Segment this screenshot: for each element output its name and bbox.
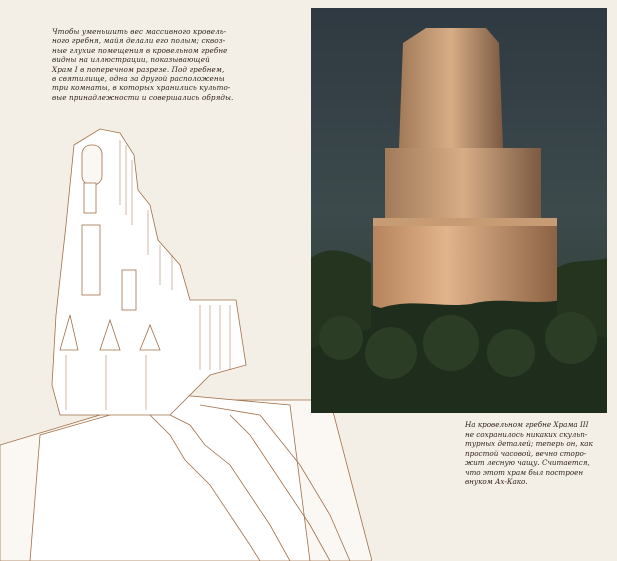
caption-line: ные глухие помещения в кровельном гребне: [52, 45, 228, 55]
caption-line: На кровельном гребне Храма III: [465, 420, 589, 429]
temple-photo: [311, 8, 607, 413]
caption-line: жит лесную чащу. Считается,: [465, 458, 590, 467]
caption-line: не сохранилось никаких скульп-: [465, 429, 588, 439]
caption-line: турных деталей; теперь он, как: [465, 439, 593, 448]
cross-section-caption: [52, 27, 238, 102]
caption-line: ного гребня, майя делали его полым; сквоз-: [52, 36, 226, 46]
caption-line: видны на иллюстрации, показывающей: [52, 55, 210, 65]
caption-line: Храм I в поперечном разрезе. Под гребнем,: [52, 64, 225, 74]
caption-line: Чтобы уменьшить вес массивного кровель-: [52, 27, 227, 36]
caption-line: в святилище, одна за другой расположены: [52, 74, 225, 84]
caption-line: внуком Ах-Како.: [465, 477, 528, 486]
temple-photo-caption: [465, 420, 605, 487]
caption-line: вые принадлежности и совершались обряды.: [52, 92, 234, 102]
caption-line: простой часовой, вечно сторо-: [465, 448, 587, 458]
caption-line: что этот храм был построен: [465, 467, 584, 477]
caption-line: три комнаты, в которых хранились культо-: [52, 83, 231, 93]
